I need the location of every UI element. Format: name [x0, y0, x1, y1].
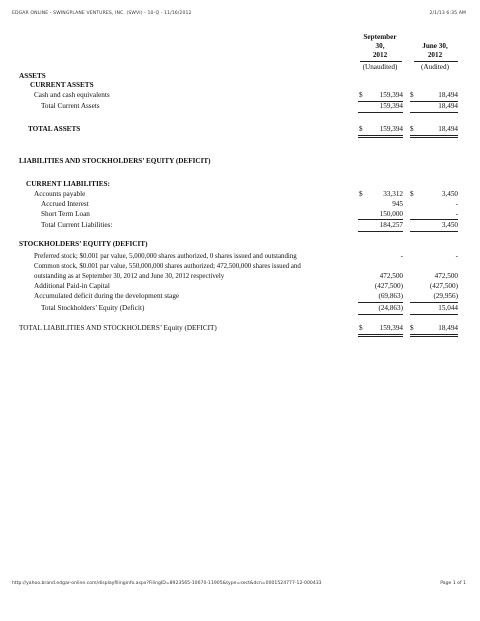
accumulated-deficit-value-2: (29,956) [433, 292, 458, 300]
preferred-stock-label: Preferred stock; $0.001 par value, 5,000,000 shares authorized, 0 shares issued and outstanding [34, 253, 297, 260]
total-assets-value-2: 18,494 [438, 125, 458, 133]
common-stock-value-1: 472,500 [379, 272, 403, 280]
rule [410, 112, 458, 113]
col1-header-line1: September [363, 33, 397, 41]
current-liabilities-heading: CURRENT LIABILITIES: [26, 180, 110, 188]
common-stock-label-line2: outstanding as at September 30, 2012 and June 30, 2012 respectively [34, 273, 225, 280]
accounts-payable-label: Accounts payable [34, 190, 86, 198]
accrued-interest-value-2: - [455, 200, 458, 208]
col2-header-note: (Audited) [421, 63, 449, 71]
cash-value-1: 159,394 [379, 91, 403, 99]
footer-page-number: Page 1 of 1 [440, 581, 466, 586]
preferred-stock-value-2: - [455, 252, 458, 260]
total-current-assets-value-2: 18,494 [438, 102, 458, 110]
total-current-liabilities-value-1: 184,257 [379, 221, 403, 229]
col2-header-line2: 2012 [427, 51, 443, 59]
cash-label: Cash and cash equivalents [34, 91, 110, 99]
accounts-payable-currency-2: $ [410, 190, 414, 198]
total-assets-currency-1: $ [359, 125, 363, 133]
rule [410, 231, 458, 232]
total-equity-value-1: (24,863) [378, 304, 403, 312]
footer-url[interactable]: http://yahoo.brand.edgar-online.com/displayfilinginfo.aspx?FilingID=8923565-10670-11905&type=sect&dcn=0001524777-12-000433 [12, 581, 322, 586]
col2-header-rule [414, 61, 458, 62]
rule [410, 314, 458, 315]
total-liabilities-equity-currency-2: $ [410, 324, 414, 332]
rule [358, 334, 403, 335]
accumulated-deficit-value-1: (69,863) [378, 292, 403, 300]
total-current-liabilities-label: Total Current Liabilities: [41, 221, 113, 229]
page-header-title: EDGAR ONLINE - SWINGPLANE VENTURES, INC. (SWVI) - 10-Q - 11/16/2012 [12, 11, 192, 16]
common-stock-label-line1: Common stock, $0.001 par value, 550,000,000 shares authorized; 472,500,000 shares issued and [34, 263, 301, 270]
rule [358, 219, 403, 220]
total-current-assets-label: Total Current Assets [41, 102, 100, 110]
rule [358, 302, 403, 303]
short-term-loan-value-1: 150,000 [379, 210, 403, 218]
page-header-timestamp: 2/1/13 6:35 AM [429, 11, 466, 16]
rule [358, 336, 403, 337]
accrued-interest-label: Accrued Interest [41, 200, 89, 208]
rule [358, 314, 403, 315]
rule [358, 137, 403, 138]
total-current-liabilities-value-2: 3,450 [441, 221, 458, 229]
short-term-loan-value-2: - [455, 210, 458, 218]
rule [358, 112, 403, 113]
rule [410, 135, 458, 136]
accounts-payable-value-2: 3,450 [441, 190, 458, 198]
liabilities-equity-heading: LIABILITIES AND STOCKHOLDERS’ EQUITY (DEFICIT) [19, 157, 211, 165]
current-assets-heading: CURRENT ASSETS [30, 81, 94, 89]
accrued-interest-value-1: 945 [392, 200, 403, 208]
col1-header-note: (Unaudited) [362, 63, 398, 71]
cash-currency-2: $ [410, 91, 414, 99]
accounts-payable-value-1: 33,312 [383, 190, 403, 198]
accounts-payable-currency-1: $ [359, 190, 363, 198]
rule [410, 302, 458, 303]
equity-heading: STOCKHOLDERS’ EQUITY (DEFICIT) [19, 240, 148, 248]
col2-header-line1: June 30, [422, 42, 448, 50]
rule [410, 334, 458, 335]
total-liabilities-equity-value-2: 18,494 [438, 324, 458, 332]
rule [410, 219, 458, 220]
total-equity-value-2: 15,044 [438, 304, 458, 312]
rule [358, 231, 403, 232]
apic-value-1: (427,500) [374, 282, 403, 290]
total-assets-label: TOTAL ASSETS [28, 125, 81, 133]
apic-label: Additional Paid-in Capital [34, 282, 110, 290]
col1-header-rule [360, 61, 402, 62]
assets-heading: ASSETS [19, 72, 46, 80]
total-liabilities-equity-value-1: 159,394 [379, 324, 403, 332]
col1-header-line3: 2012 [372, 51, 388, 59]
rule [410, 336, 458, 337]
cash-currency-1: $ [359, 91, 363, 99]
total-equity-label: Total Stockholders’ Equity (Deficit) [41, 304, 145, 312]
common-stock-value-2: 472,500 [434, 272, 458, 280]
total-assets-currency-2: $ [410, 125, 414, 133]
rule [358, 135, 403, 136]
accumulated-deficit-label: Accumulated deficit during the development stage [34, 292, 180, 300]
total-liabilities-equity-label: TOTAL LIABILITIES AND STOCKHOLDERS’ Equity (DEFICIT) [19, 324, 217, 332]
cash-value-2: 18,494 [438, 91, 458, 99]
total-current-assets-value-1: 159,394 [379, 102, 403, 110]
apic-value-2: (427,500) [429, 282, 458, 290]
col1-header-line2: 30, [375, 42, 385, 50]
total-assets-value-1: 159,394 [379, 125, 403, 133]
total-liabilities-equity-currency-1: $ [359, 324, 363, 332]
preferred-stock-value-1: - [400, 252, 403, 260]
rule [410, 137, 458, 138]
short-term-loan-label: Short Term Loan [41, 210, 90, 218]
